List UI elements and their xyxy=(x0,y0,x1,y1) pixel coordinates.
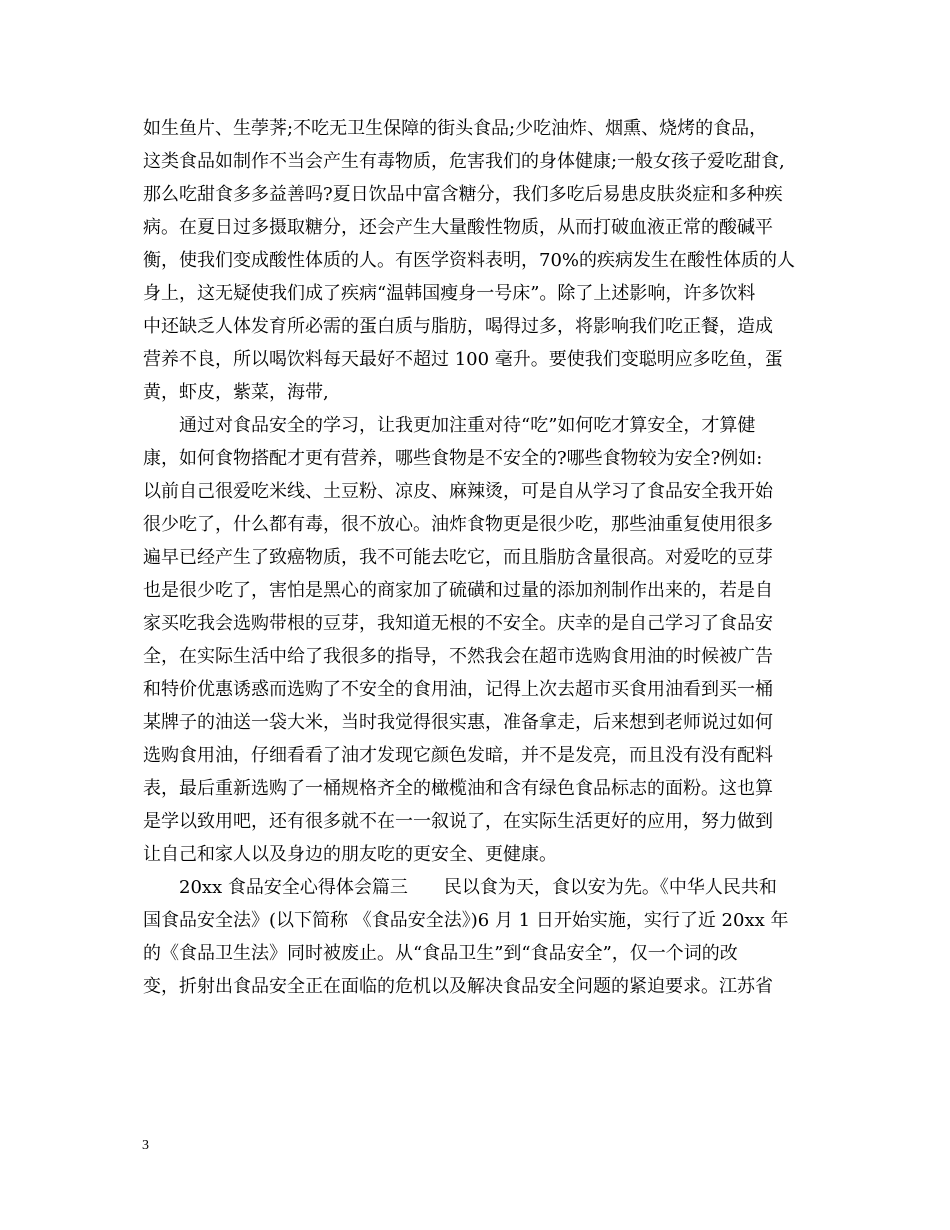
text-line: 全，在实际生活中给了我很多的指导，不然我会在超市选购食用油的时候被广告 xyxy=(143,646,773,667)
text-line: 表，最后重新选购了一桶规格齐全的橄榄油和含有绿色食品标志的面粉。这也算 xyxy=(143,778,773,799)
text-line: 也是很少吃了，害怕是黑心的商家加了硫磺和过量的添加剂制作出来的，若是自 xyxy=(143,580,773,601)
text-line: 选购食用油，仔细看看了油才发现它颜色发暗，并不是发亮，而且没有没有配料 xyxy=(143,745,773,766)
text-line: 这类食品如制作不当会产生有毒物质，危害我们的身体健康;一般女孩子爱吃甜食, xyxy=(143,151,785,172)
page-number: 3 xyxy=(142,1138,149,1153)
text-line: 病。在夏日过多摄取糖分，还会产生大量酸性物质，从而打破血液正常的酸碱平 xyxy=(143,217,773,238)
text-line: 中还缺乏人体发育所必需的蛋白质与脂肪，喝得过多，将影响我们吃正餐，造成 xyxy=(143,316,773,337)
text-line: 国食品安全法》(以下简称 《食品安全法》)6 月 1 日开始实施，实行了近 20xx 年 xyxy=(143,910,789,931)
text-line: 让自己和家人以及身边的朋友吃的更安全、更健康。 xyxy=(143,844,557,865)
text-line: 很少吃了，什么都有毒，很不放心。油炸食物更是很少吃，那些油重复使用很多 xyxy=(143,514,773,535)
text-line: 如生鱼片、生荸荠;不吃无卫生保障的街头食品;少吃油炸、烟熏、烧烤的食品， xyxy=(143,118,768,139)
text-line: 是学以致用吧，还有很多就不在一一叙说了，在实际生活更好的应用，努力做到 xyxy=(143,811,773,832)
text-line: 以前自己很爱吃米线、土豆粉、凉皮、麻辣烫，可是自从学习了食品安全我开始 xyxy=(143,481,773,502)
paragraph-first-line: 通过对食品安全的学习，让我更加注重对待“吃”如何吃才算安全，才算健 xyxy=(179,415,756,436)
text-line: 康，如何食物搭配才更有营养，哪些食物是不安全的?哪些食物较为安全?例如: xyxy=(143,448,763,469)
text-line: 遍早已经产生了致癌物质，我不可能去吃它，而且脂肪含量很高。对爱吃的豆芽 xyxy=(143,547,773,568)
text-line: 那么吃甜食多多益善吗?夏日饮品中富含糖分，我们多吃后易患皮肤炎症和多种疾 xyxy=(143,184,783,205)
text-line: 黄，虾皮，紫菜，海带, xyxy=(143,382,329,403)
text-line: 营养不良，所以喝饮料每天最好不超过 100 毫升。要使我们变聪明应多吃鱼，蛋 xyxy=(143,349,783,370)
text-line: 家买吃我会选购带根的豆芽，我知道无根的不安全。庆幸的是自己学习了食品安 xyxy=(143,613,773,634)
text-line: 和特价优惠诱惑而选购了不安全的食用油，记得上次去超市买食用油看到买一桶 xyxy=(143,679,773,700)
text-line: 身上，这无疑使我们成了疾病“温韩国瘦身一号床”。除了上述影响，许多饮料 xyxy=(143,283,756,304)
text-line: 的《食品卫生法》同时被废止。从“食品卫生”到“食品安全”，仅一个词的改 xyxy=(143,943,738,964)
text-line: 变，折射出食品安全正在面临的危机以及解决食品安全问题的紧迫要求。江苏省 xyxy=(143,976,773,997)
text-line: 某牌子的油送一袋大米，当时我觉得很实惠，准备拿走，后来想到老师说过如何 xyxy=(143,712,773,733)
text-line: 衡，使我们变成酸性体质的人。有医学资料表明，70%的疾病发生在酸性体质的人 xyxy=(143,250,796,271)
section-heading-line: 20xx 食品安全心得体会篇三 民以食为天，食以安为先。《中华人民共和 xyxy=(179,877,777,898)
